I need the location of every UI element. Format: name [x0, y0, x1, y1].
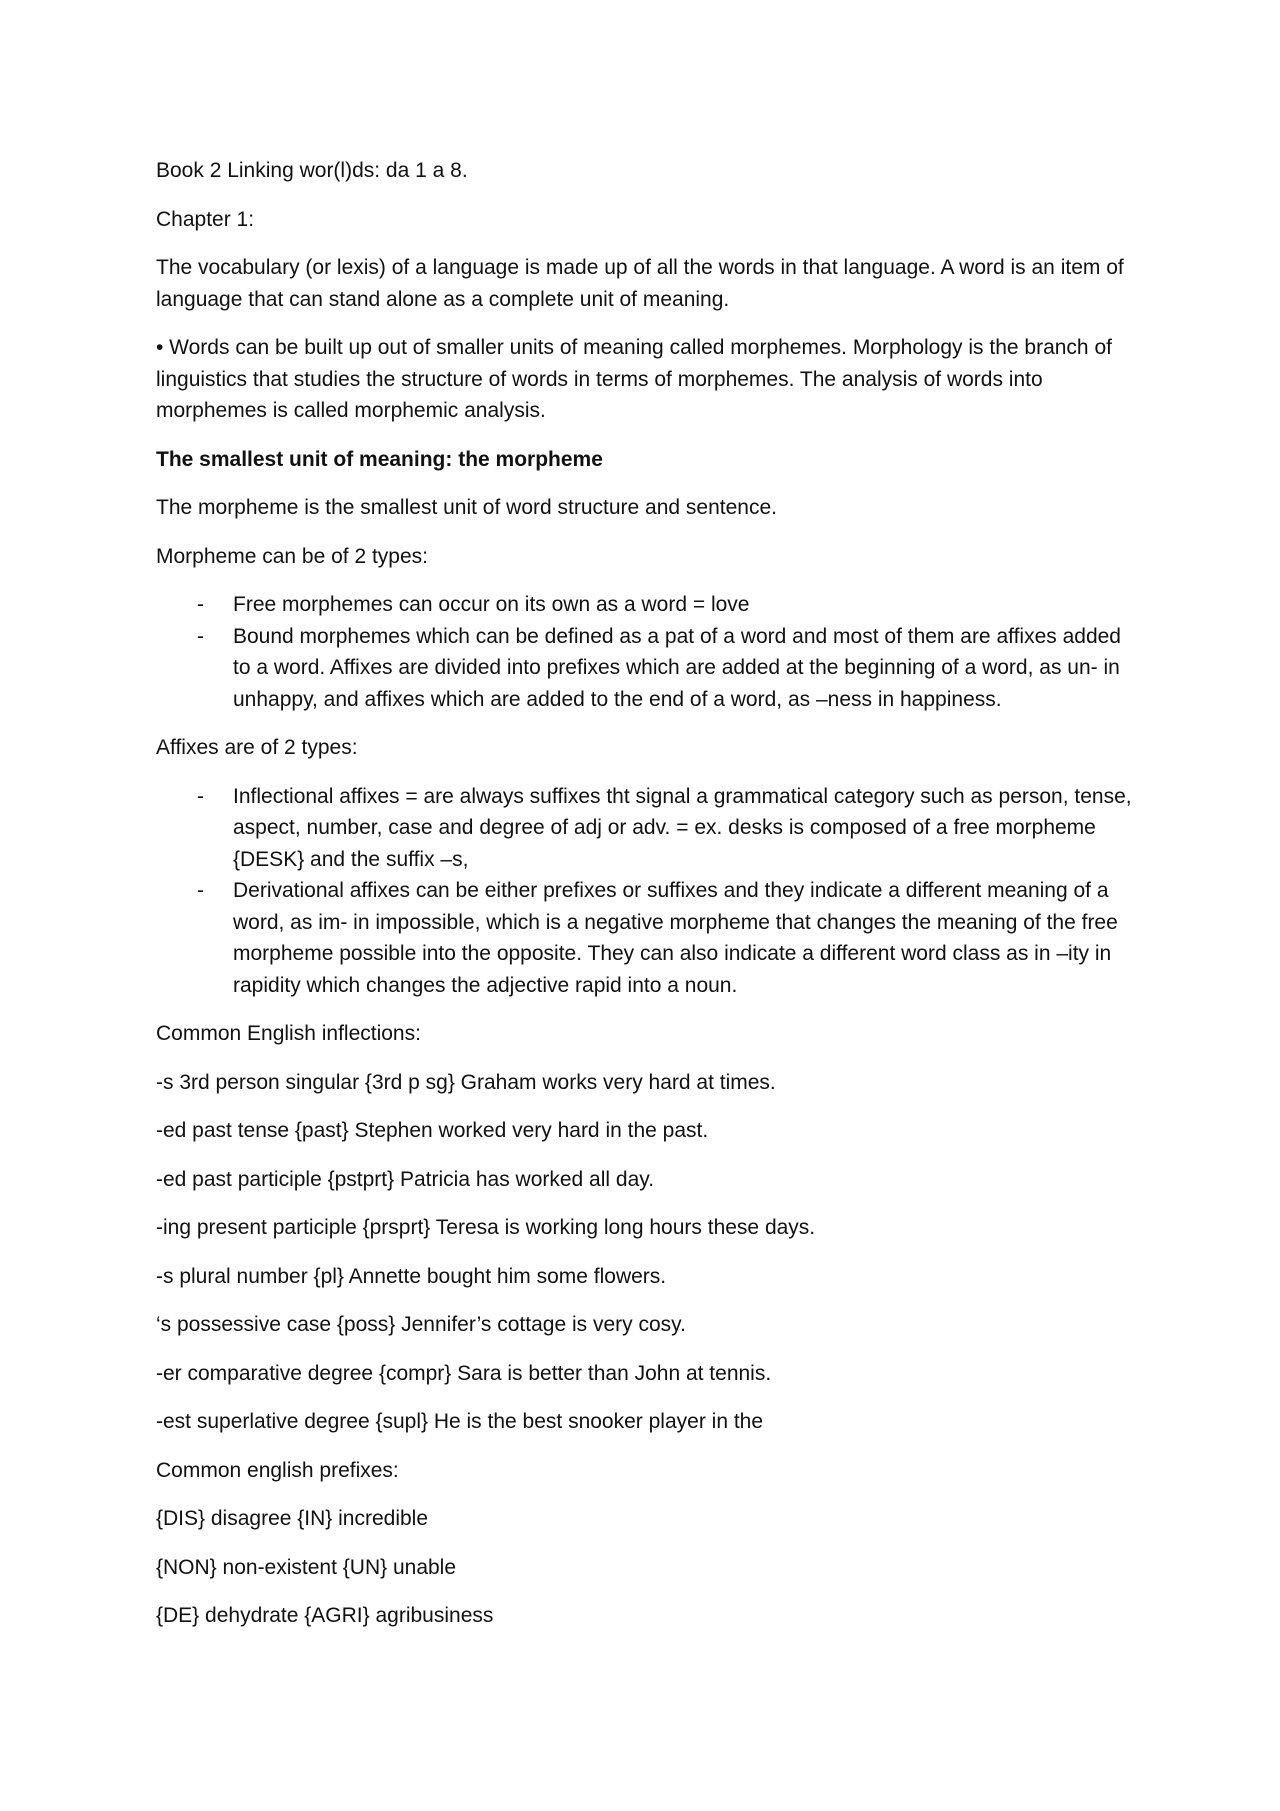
document-page: [156, 155, 1136, 1649]
prefix-line: {DE} dehydrate {AGRI} agribusiness: [156, 1604, 494, 1627]
list-item: [156, 589, 1136, 621]
list-dash: -: [197, 624, 204, 648]
list-item-text: Free morphemes can occur on its own as a word = love: [233, 593, 750, 616]
section-heading-morpheme: The smallest unit of meaning: the morpheme: [156, 447, 603, 471]
list-item: [156, 781, 1136, 876]
list-dash: -: [197, 784, 204, 808]
list-item: [156, 875, 1136, 1001]
inflection-line: -ing present participle {prsprt} Teresa is working long hours these days.: [156, 1216, 816, 1239]
list-item-text: Bound morphemes which can be defined as a pat of a word and most of them are affixes added to a word. Affixes are divided into prefixes which are added at the beginning of a word, as un- in unhappy, and affixes which are added to the end of a word, as –ness in happiness.: [233, 624, 1121, 711]
inflection-line: -ed past participle {pstprt} Patricia has worked all day.: [156, 1167, 655, 1191]
morpheme-definition: The morpheme is the smallest unit of word structure and sentence.: [156, 496, 777, 519]
morpheme-types-intro: Morpheme can be of 2 types:: [156, 544, 428, 568]
inflection-line: ‘s possessive case {poss} Jennifer’s cottage is very cosy.: [156, 1313, 686, 1336]
prefix-line: {NON} non-existent {UN} unable: [156, 1555, 457, 1579]
list-item: [156, 621, 1136, 716]
chapter-heading: Chapter 1:: [156, 207, 255, 231]
list-dash: -: [197, 879, 204, 902]
document-title: Book 2 Linking wor(l)ds: da 1 a 8.: [156, 159, 468, 182]
prefix-line: {DIS} disagree {IN} incredible: [156, 1507, 429, 1530]
inflection-line: -s plural number {pl} Annette bought him some flowers.: [156, 1264, 667, 1288]
inflection-line: -s 3rd person singular {3rd p sg} Graham works very hard at times.: [156, 1070, 776, 1094]
affix-types-list: [156, 781, 1136, 1002]
inflection-line: -est superlative degree {supl} He is the best snooker player in the: [156, 1410, 764, 1433]
morpheme-types-list: [156, 589, 1136, 715]
inflection-line: -er comparative degree {compr} Sara is better than John at tennis.: [156, 1361, 772, 1385]
list-item-text: Derivational affixes can be either prefixes or suffixes and they indicate a different meaning of a word, as im- in impossible, which is a negative morpheme that changes the meaning of the free morpheme possible into the opposite. They can also indicate a different word class as in –ity in rapidity which changes the adjective rapid into a noun.: [233, 879, 1118, 997]
bullet-paragraph: • Words can be built up out of smaller units of meaning called morphemes. Morphology is the branch of linguistics that studies the structure of words in terms of morphemes. The analysis of words into morphemes is called morphemic analysis.: [156, 336, 1112, 422]
list-dash: -: [197, 593, 204, 616]
affix-types-intro: Affixes are of 2 types:: [156, 736, 358, 759]
intro-paragraph: The vocabulary (or lexis) of a language is made up of all the words in that language. A word is an item of language that can stand alone as a complete unit of meaning.: [156, 256, 1124, 311]
inflections-heading: Common English inflections:: [156, 1022, 421, 1045]
inflection-line: -ed past tense {past} Stephen worked very hard in the past.: [156, 1119, 709, 1142]
list-item-text: Inflectional affixes = are always suffixes tht signal a grammatical category such as person, tense, aspect, number, case and degree of adj or adv. = ex. desks is composed of a free morpheme {DESK} and the suffix –s,: [233, 784, 1132, 871]
prefixes-heading: Common english prefixes:: [156, 1458, 399, 1482]
